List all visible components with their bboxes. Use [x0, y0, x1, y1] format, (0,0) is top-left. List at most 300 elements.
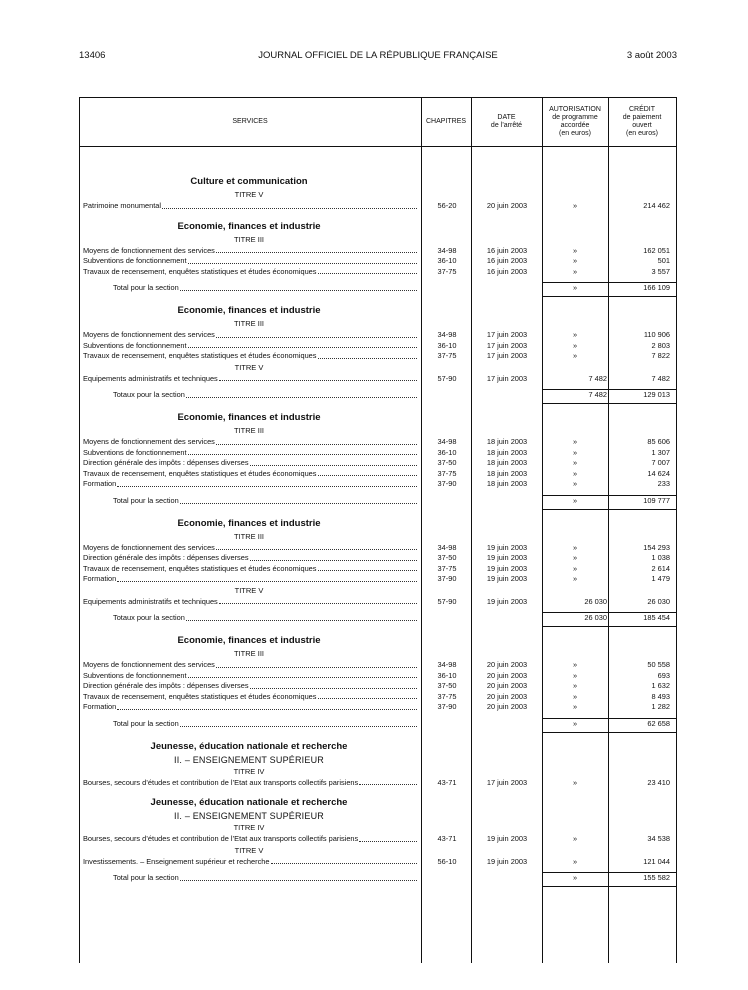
- dot-leader: [188, 341, 417, 349]
- row-label: [83, 374, 419, 385]
- chapitre-cell: 37-75: [437, 351, 457, 361]
- col-header-services: SERVICES: [232, 118, 268, 125]
- credit-cell: 23 410: [647, 777, 670, 787]
- date-cell: 17 juin 2003: [486, 340, 528, 350]
- date-cell: 19 juin 2003: [486, 542, 528, 552]
- chapitre-cell: 36-10: [437, 670, 457, 680]
- row-label: [83, 564, 419, 575]
- row-label-text: Subventions de fonctionnement: [83, 670, 187, 680]
- row-label: [113, 719, 419, 730]
- table-row: [79, 374, 677, 385]
- section-heading: [79, 796, 677, 810]
- chapitre-cell: 37-75: [437, 266, 457, 276]
- date-cell: 19 juin 2003: [486, 596, 528, 606]
- table-row: [79, 351, 677, 362]
- dot-leader: [216, 246, 417, 254]
- table-row: [79, 574, 677, 585]
- credit-cell: 14 624: [647, 468, 670, 478]
- date-cell: 18 juin 2003: [486, 436, 528, 446]
- autorisation-cell: »: [572, 856, 578, 866]
- row-label: [83, 857, 419, 868]
- date-cell: 16 juin 2003: [486, 266, 528, 276]
- heading-text: II. – ENSEIGNEMENT SUPÉRIEUR: [174, 811, 324, 822]
- date-header-line1: DATE: [497, 114, 516, 121]
- chapitre-cell: 37-90: [437, 702, 457, 712]
- heading-text: Jeunesse, éducation nationale et recherche: [150, 797, 348, 809]
- total-row: [79, 613, 677, 624]
- table-row: [79, 553, 677, 564]
- dot-leader: [117, 702, 417, 710]
- credit-header-line1: CRÉDIT: [628, 106, 656, 113]
- row-label-text: Direction générale des impôts : dépenses diverses: [83, 681, 249, 691]
- auto-header-line3: accordée: [560, 122, 590, 129]
- credit-header-line4: (en euros): [626, 130, 658, 137]
- date-cell: 19 juin 2003: [486, 856, 528, 866]
- date-cell: 20 juin 2003: [486, 660, 528, 670]
- row-label: [83, 702, 419, 713]
- credit-cell: 8 493: [651, 691, 670, 701]
- autorisation-cell: 7 482: [588, 390, 607, 400]
- row-label-text: Moyens de fonctionnement des services: [83, 660, 215, 670]
- titre-heading: [79, 189, 677, 201]
- header-bottom-border: [79, 146, 677, 147]
- credit-cell: 162 051: [643, 245, 670, 255]
- table-row: [79, 448, 677, 459]
- auto-header-line1: AUTORISATION: [549, 106, 601, 113]
- section-heading: [79, 634, 677, 648]
- row-label: [83, 671, 419, 682]
- dot-leader: [117, 479, 417, 487]
- autorisation-cell: »: [572, 479, 578, 489]
- autorisation-cell: »: [572, 719, 578, 729]
- heading-text: TITRE III: [234, 649, 264, 659]
- dot-leader: [186, 613, 417, 621]
- dot-leader: [180, 496, 417, 504]
- row-spacer: [79, 212, 677, 220]
- autorisation-cell: »: [572, 873, 578, 883]
- dot-leader: [188, 671, 417, 679]
- dot-leader: [271, 857, 417, 865]
- auto-header-line4: (en euros): [559, 130, 591, 137]
- table-body: [79, 167, 677, 886]
- heading-text: TITRE V: [234, 585, 264, 595]
- chapitre-cell: 57-90: [437, 596, 457, 606]
- heading-text: Economie, finances et industrie: [177, 304, 321, 316]
- row-label-text: Direction générale des impôts : dépenses diverses: [83, 553, 249, 563]
- dot-leader: [188, 256, 417, 264]
- row-label-text: Travaux de recensement, enquêtes statistiques et études économiques: [83, 691, 317, 701]
- credit-cell: 214 462: [643, 201, 670, 210]
- autorisation-cell: »: [572, 670, 578, 680]
- autorisation-cell: »: [572, 256, 578, 266]
- credit-cell: 129 013: [643, 390, 670, 400]
- date-cell: 16 juin 2003: [486, 256, 528, 266]
- heading-text: Economie, finances et industrie: [177, 517, 321, 529]
- credit-cell: 121 044: [643, 856, 670, 866]
- heading-text: Economie, finances et industrie: [177, 220, 321, 232]
- credit-cell: 7 822: [651, 351, 670, 361]
- dot-leader: [180, 873, 417, 881]
- autorisation-cell: »: [572, 702, 578, 712]
- row-label: [113, 613, 419, 624]
- titre-heading: [79, 318, 677, 330]
- date-cell: 17 juin 2003: [486, 777, 528, 787]
- dot-leader: [186, 390, 417, 398]
- chapitre-cell: 37-75: [437, 468, 457, 478]
- credit-cell: 1 038: [651, 553, 670, 563]
- table-row: [79, 201, 677, 212]
- row-label-text: Travaux de recensement, enquêtes statistiques et études économiques: [83, 266, 317, 276]
- table-row: [79, 479, 677, 490]
- date-cell: 18 juin 2003: [486, 468, 528, 478]
- titre-heading: [79, 531, 677, 543]
- table-top-border: [79, 97, 677, 98]
- row-spacer: [79, 788, 677, 796]
- credit-cell: 62 658: [647, 719, 670, 729]
- heading-text: TITRE IV: [233, 823, 265, 833]
- auto-header-line2: de programme: [552, 114, 598, 121]
- row-label-text: Moyens de fonctionnement des services: [83, 329, 215, 339]
- journal-title: JOURNAL OFFICIEL DE LA RÉPUBLIQUE FRANÇAISE: [258, 50, 498, 61]
- table-row: [79, 702, 677, 713]
- titre-heading: [79, 845, 677, 857]
- date-cell: 18 juin 2003: [486, 447, 528, 457]
- credit-cell: 7 482: [651, 373, 670, 383]
- autorisation-cell: »: [572, 660, 578, 670]
- credit-cell: 3 557: [651, 266, 670, 276]
- dot-leader: [318, 692, 418, 700]
- credit-cell: 185 454: [643, 613, 670, 623]
- row-label: [113, 390, 419, 401]
- row-label: [83, 660, 419, 671]
- dot-leader: [216, 660, 417, 668]
- chapitre-cell: 34-98: [437, 329, 457, 339]
- row-label: [83, 469, 419, 480]
- table-row: [79, 692, 677, 703]
- section-heading: [79, 304, 677, 318]
- credit-cell: 155 582: [643, 873, 670, 883]
- autorisation-cell: 7 482: [588, 373, 607, 383]
- chapitre-cell: 37-50: [437, 681, 457, 691]
- dot-leader: [318, 469, 418, 477]
- row-label-text: Total pour la section: [113, 283, 179, 293]
- titre-heading: [79, 234, 677, 246]
- row-label: [83, 437, 419, 448]
- row-label-text: Patrimoine monumental: [83, 201, 162, 210]
- dot-leader: [180, 283, 417, 291]
- credit-cell: 7 007: [651, 458, 670, 468]
- dot-leader: [318, 564, 418, 572]
- titre-heading: [79, 362, 677, 374]
- dot-leader: [318, 267, 418, 275]
- credit-header-line2: de paiement: [622, 114, 662, 121]
- autorisation-cell: 26 030: [584, 596, 607, 606]
- table-row: [79, 330, 677, 341]
- table-row: [79, 857, 677, 868]
- credit-cell: 85 606: [647, 436, 670, 446]
- heading-text: Culture et communication: [190, 176, 308, 187]
- credit-cell: 2 803: [651, 340, 670, 350]
- row-label-text: Subventions de fonctionnement: [83, 447, 187, 457]
- row-label: [83, 330, 419, 341]
- chapitre-cell: 43-71: [437, 834, 457, 844]
- table-row: [79, 437, 677, 448]
- autorisation-cell: »: [572, 563, 578, 573]
- row-label: [83, 246, 419, 257]
- credit-cell: 1 632: [651, 681, 670, 691]
- row-spacer: [79, 167, 677, 175]
- titre-heading: [79, 585, 677, 597]
- table-row: [79, 341, 677, 352]
- table-row: [79, 597, 677, 608]
- dot-leader: [216, 437, 417, 445]
- autorisation-cell: »: [572, 468, 578, 478]
- chapitre-cell: 37-90: [437, 574, 457, 584]
- titre-heading: [79, 822, 677, 834]
- autorisation-cell: »: [572, 834, 578, 844]
- table-row: [79, 267, 677, 278]
- dot-leader: [250, 681, 417, 689]
- row-label: [83, 458, 419, 469]
- date-cell: 17 juin 2003: [486, 373, 528, 383]
- row-label: [113, 496, 419, 507]
- row-label-text: Formation: [83, 574, 117, 584]
- credit-cell: 693: [657, 670, 670, 680]
- row-label-text: Equipements administratifs et techniques: [83, 596, 218, 606]
- row-label: [83, 267, 419, 278]
- row-label-text: Formation: [83, 479, 117, 489]
- credit-header-line3: ouvert: [632, 122, 652, 129]
- row-label: [83, 597, 419, 608]
- total-row: [79, 283, 677, 294]
- table-row: [79, 778, 677, 789]
- date-cell: 17 juin 2003: [486, 329, 528, 339]
- row-label-text: Moyens de fonctionnement des services: [83, 436, 215, 446]
- credit-cell: 2 614: [651, 563, 670, 573]
- date-cell: 17 juin 2003: [486, 351, 528, 361]
- chapitre-cell: 37-75: [437, 691, 457, 701]
- date-cell: 18 juin 2003: [486, 458, 528, 468]
- row-label: [83, 778, 419, 789]
- chapitre-cell: 37-90: [437, 479, 457, 489]
- row-label-text: Investissements. – Enseignement supérieur et recherche: [83, 856, 270, 866]
- section-subheading: [79, 754, 677, 766]
- dot-leader: [219, 374, 417, 382]
- row-label-text: Subventions de fonctionnement: [83, 256, 187, 266]
- table-row: [79, 681, 677, 692]
- dot-leader: [359, 778, 417, 786]
- autorisation-cell: »: [572, 681, 578, 691]
- date-header-line2: de l’arrêté: [490, 122, 523, 129]
- chapitre-cell: 34-98: [437, 660, 457, 670]
- heading-text: TITRE III: [234, 318, 264, 328]
- date-cell: 20 juin 2003: [486, 702, 528, 712]
- table-row: [79, 469, 677, 480]
- section-heading: [79, 220, 677, 234]
- date-cell: 19 juin 2003: [486, 834, 528, 844]
- autorisation-cell: »: [572, 201, 578, 210]
- credit-cell: 110 906: [643, 329, 670, 339]
- row-label: [83, 543, 419, 554]
- col-header-credit: [608, 106, 676, 138]
- autorisation-cell: »: [572, 245, 578, 255]
- chapitre-cell: 56-20: [437, 201, 457, 210]
- autorisation-cell: »: [572, 458, 578, 468]
- dot-leader: [180, 719, 417, 727]
- row-label-text: Totaux pour la section: [113, 390, 185, 400]
- row-label: [83, 201, 419, 212]
- dot-leader: [219, 597, 417, 605]
- credit-cell: 1 307: [651, 447, 670, 457]
- dot-leader: [250, 458, 417, 466]
- row-label-text: Bourses, secours d’études et contribution de l’Etat aux transports collectifs parisiens: [83, 834, 359, 844]
- dot-leader: [188, 448, 417, 456]
- date-cell: 18 juin 2003: [486, 479, 528, 489]
- autorisation-cell: »: [572, 283, 578, 293]
- dot-leader: [216, 543, 417, 551]
- page-number: 13406: [79, 50, 106, 61]
- date-cell: 16 juin 2003: [486, 245, 528, 255]
- total-row: [79, 390, 677, 401]
- credit-cell: 1 282: [651, 702, 670, 712]
- section-heading: [79, 175, 677, 189]
- table-row: [79, 564, 677, 575]
- dot-leader: [359, 834, 417, 842]
- credit-cell: 233: [657, 479, 670, 489]
- chapitre-cell: 57-90: [437, 373, 457, 383]
- autorisation-cell: »: [572, 495, 578, 505]
- date-cell: 20 juin 2003: [486, 691, 528, 701]
- row-label-text: Total pour la section: [113, 719, 179, 729]
- dot-leader: [162, 201, 417, 209]
- autorisation-cell: »: [572, 542, 578, 552]
- dot-leader: [250, 553, 417, 561]
- section-heading: [79, 517, 677, 531]
- credit-cell: 50 558: [647, 660, 670, 670]
- page-header: [79, 50, 677, 64]
- credit-cell: 34 538: [647, 834, 670, 844]
- chapitre-cell: 37-75: [437, 563, 457, 573]
- total-row: [79, 873, 677, 884]
- autorisation-cell: »: [572, 340, 578, 350]
- row-label: [113, 283, 419, 294]
- credit-cell: 166 109: [643, 283, 670, 293]
- table-row: [79, 834, 677, 845]
- dot-leader: [117, 574, 417, 582]
- chapitre-cell: 36-10: [437, 256, 457, 266]
- heading-text: TITRE V: [234, 190, 264, 199]
- chapitre-cell: 37-50: [437, 458, 457, 468]
- date-cell: 19 juin 2003: [486, 574, 528, 584]
- heading-text: TITRE V: [234, 362, 264, 372]
- autorisation-cell: »: [572, 553, 578, 563]
- credit-cell: 154 293: [643, 542, 670, 552]
- autorisation-cell: »: [572, 266, 578, 276]
- row-label-text: Travaux de recensement, enquêtes statistiques et études économiques: [83, 468, 317, 478]
- table-row: [79, 246, 677, 257]
- table-row: [79, 458, 677, 469]
- row-label-text: Equipements administratifs et techniques: [83, 373, 218, 383]
- chapitre-cell: 56-10: [437, 856, 457, 866]
- titre-heading: [79, 648, 677, 660]
- chapitre-cell: 37-50: [437, 553, 457, 563]
- row-label: [83, 448, 419, 459]
- row-label-text: Subventions de fonctionnement: [83, 340, 187, 350]
- table-row: [79, 543, 677, 554]
- table-row: [79, 671, 677, 682]
- autorisation-cell: »: [572, 329, 578, 339]
- row-label-text: Direction générale des impôts : dépenses diverses: [83, 458, 249, 468]
- date-cell: 20 juin 2003: [486, 201, 528, 210]
- chapitre-cell: 34-98: [437, 245, 457, 255]
- chapitre-cell: 34-98: [437, 542, 457, 552]
- col-header-autorisation: [542, 106, 608, 138]
- date-cell: 19 juin 2003: [486, 563, 528, 573]
- date-cell: 20 juin 2003: [486, 670, 528, 680]
- row-label: [83, 341, 419, 352]
- autorisation-cell: »: [572, 436, 578, 446]
- heading-text: TITRE III: [234, 234, 264, 244]
- table-row: [79, 660, 677, 671]
- dot-leader: [318, 351, 418, 359]
- section-heading: [79, 411, 677, 425]
- chapitre-cell: 36-10: [437, 447, 457, 457]
- row-label-text: Bourses, secours d’études et contribution de l’Etat aux transports collectifs parisiens: [83, 777, 359, 787]
- section-subheading: [79, 810, 677, 822]
- row-label: [83, 834, 419, 845]
- credit-cell: 1 479: [651, 574, 670, 584]
- total-row: [79, 719, 677, 730]
- titre-heading: [79, 766, 677, 778]
- table-row: [79, 256, 677, 267]
- heading-text: Economie, finances et industrie: [177, 635, 321, 647]
- credits-table: [79, 97, 677, 963]
- heading-text: II. – ENSEIGNEMENT SUPÉRIEUR: [174, 754, 324, 765]
- heading-text: Economie, finances et industrie: [177, 411, 321, 423]
- row-label: [83, 256, 419, 267]
- col-header-chapitres: CHAPITRES: [425, 118, 467, 125]
- date-cell: 20 juin 2003: [486, 681, 528, 691]
- dot-leader: [216, 330, 417, 338]
- titre-heading: [79, 425, 677, 437]
- row-label-text: Moyens de fonctionnement des services: [83, 245, 215, 255]
- row-label-text: Totaux pour la section: [113, 613, 185, 623]
- row-label-text: Travaux de recensement, enquêtes statistiques et études économiques: [83, 351, 317, 361]
- row-label: [113, 873, 419, 884]
- heading-text: TITRE III: [234, 425, 264, 435]
- row-label: [83, 574, 419, 585]
- heading-text: TITRE V: [234, 845, 264, 855]
- chapitre-cell: 34-98: [437, 436, 457, 446]
- total-row: [79, 496, 677, 507]
- autorisation-cell: »: [572, 574, 578, 584]
- chapitre-cell: 43-71: [437, 777, 457, 787]
- section-heading: [79, 740, 677, 754]
- row-label-text: Moyens de fonctionnement des services: [83, 542, 215, 552]
- issue-date: 3 août 2003: [626, 50, 677, 61]
- row-label: [83, 681, 419, 692]
- row-label-text: Travaux de recensement, enquêtes statistiques et études économiques: [83, 563, 317, 573]
- row-label-text: Total pour la section: [113, 495, 179, 505]
- heading-text: Jeunesse, éducation nationale et recherche: [150, 740, 348, 752]
- chapitre-cell: 36-10: [437, 340, 457, 350]
- heading-text: TITRE III: [234, 531, 264, 541]
- row-label: [83, 692, 419, 703]
- row-label: [83, 553, 419, 564]
- row-label: [83, 479, 419, 490]
- heading-text: TITRE IV: [233, 766, 265, 776]
- credit-cell: 501: [657, 256, 670, 266]
